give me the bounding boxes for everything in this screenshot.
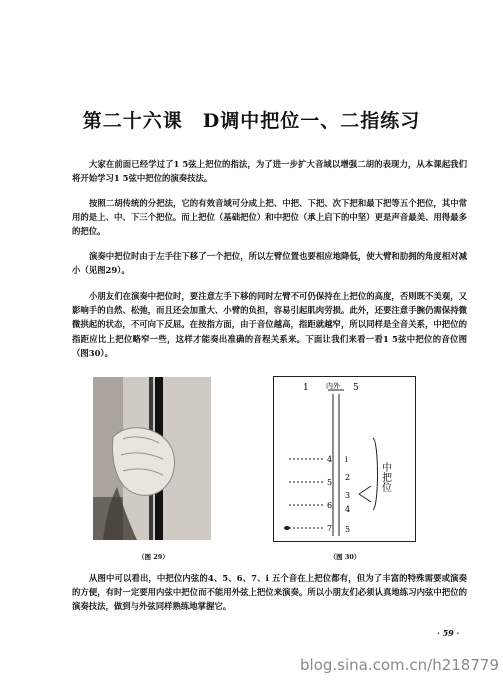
inner-note-4: 7: [327, 524, 333, 533]
paragraph-4: 小朋友们在演奏中把位时，要注意左手下移的同时左臂不可仍保持在上把位的高度，否则既不美观，又影响手的自然、松弛，而且还会加重大、小臂的负担，容易引起肌肉劳损。此外，还要注意手腕仍需保持微微拱起的状态，不可向下反屈。在按指方面，由于音位越高，指距就越窄，所以同样是全音关系，中把位的指距应比上把位略窄一些，这样才能奏出准确的音程关系来。下面让我们来看一看1 5弦中把位的音位图（图30）。: [72, 291, 467, 358]
inner-note-1: 4: [327, 455, 333, 464]
right-string-label: 5: [353, 383, 359, 393]
watermark-text: blog.sina.com.cn/h218779: [300, 656, 499, 674]
outer-note-2: 2: [345, 473, 351, 482]
outer-note-4: 4: [345, 505, 351, 514]
paragraph-1: 大家在前面已经学过了1 5弦上把位的指法，为了进一步扩大音域以增强二胡的表现力，从本课起我们将开始学习1 5弦中把位的演奏技法。: [72, 159, 467, 184]
pitch-position-chart: [273, 376, 416, 542]
outer-note-3: 3: [345, 491, 351, 500]
paragraph-2: 按照二胡传统的分把法，它的有效音域可分成上把、中把、下把、次下把和最下把等五个把位，其中常用的是上、中、下三个把位。而上把位（基础把位）和中把位（承上启下的中坚）更是声音最美、用得最多的把位。: [72, 198, 467, 237]
figure-30-diagram: [273, 376, 416, 542]
figure-30-caption: （图 30）: [329, 553, 361, 561]
page-number: · 59 ·: [437, 628, 460, 638]
left-string-label: 1: [303, 383, 309, 393]
outer-note-5: 5: [345, 525, 351, 534]
lesson-title: 第二十六课 D调中把位一、二指练习: [82, 110, 421, 132]
inner-outer-label: 内外: [326, 382, 340, 390]
inner-note-2: 5: [327, 478, 333, 487]
erhu-hand-image: [93, 377, 211, 540]
middle-position-label: 中把位: [379, 462, 391, 492]
figure-29-photo: [93, 377, 211, 540]
paragraph-3: 演奏中把位时由于左手往下移了一个把位，所以左臂位置也要相应地降低，使大臂和肋拥的角度相对减小（见图29）。: [72, 251, 467, 276]
figure-29-caption: （图 29）: [138, 553, 169, 561]
outer-note-1: i: [345, 455, 348, 464]
paragraph-5: 从图中可以看出，中把位内弦的4、5、6、7、i 五个音在上把位都有，但为了丰富的特殊需要或演奏的方便，有时一定要用内弦中把位而不能用外弦上把位来演奏。所以小朋友们必须认真地练习内弦中把位的演奏技法，做到与外弦同样熟练地掌握它。: [72, 573, 467, 612]
inner-note-3: 6: [327, 501, 333, 510]
